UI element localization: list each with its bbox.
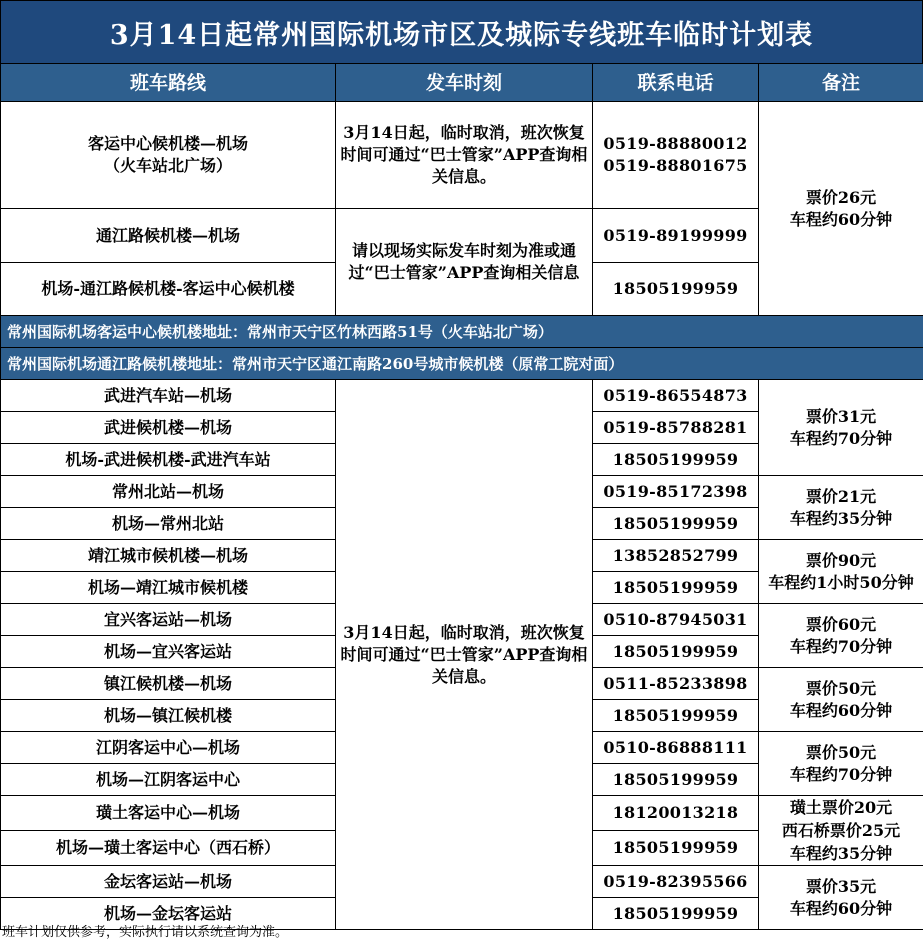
schedule-table — [0, 63, 923, 930]
route-cell: 金坛客运站—机场 — [1, 866, 336, 898]
phone-cell: 0519-82395566 — [593, 866, 759, 898]
route-cell: 武进汽车站—机场 — [1, 380, 336, 412]
route-cell: 机场-武进候机楼-武进汽车站 — [1, 444, 336, 476]
phone-cell: 18505199959 — [593, 572, 759, 604]
route-cell: 机场—靖江城市候机楼 — [1, 572, 336, 604]
table-row — [1, 380, 923, 412]
table-row — [1, 102, 923, 209]
header-row — [1, 64, 923, 102]
phone-cell: 0519-89199999 — [593, 209, 759, 263]
route-cell: 武进候机楼—机场 — [1, 412, 336, 444]
phone-cell: 13852852799 — [593, 540, 759, 572]
note-cell: 票价50元 车程约60分钟 — [759, 668, 923, 732]
note-cell: 票价60元 车程约70分钟 — [759, 604, 923, 668]
address-text: 常州国际机场通江路候机楼地址：常州市天宁区通江南路260号城市候机楼（原常工院对面） — [1, 348, 923, 380]
phone-cell: 18505199959 — [593, 700, 759, 732]
address-row — [1, 316, 923, 348]
phone-cell: 0510-87945031 — [593, 604, 759, 636]
address-text: 常州国际机场客运中心候机楼地址：常州市天宁区竹林西路51号（火车站北广场） — [1, 316, 923, 348]
phone-cell: 0519-85172398 — [593, 476, 759, 508]
route-cell: 机场—镇江候机楼 — [1, 700, 336, 732]
phone-cell: 18505199959 — [593, 508, 759, 540]
note-cell: 票价26元 车程约60分钟 — [759, 102, 923, 316]
route-cell: 客运中心候机楼—机场 （火车站北广场） — [1, 102, 336, 209]
route-cell: 靖江城市候机楼—机场 — [1, 540, 336, 572]
route-cell: 机场—江阴客运中心 — [1, 764, 336, 796]
phone-cell: 18505199959 — [593, 898, 759, 930]
route-cell: 璜土客运中心—机场 — [1, 796, 336, 831]
header-phone: 联系电话 — [593, 64, 759, 102]
route-cell: 江阴客运中心—机场 — [1, 732, 336, 764]
phone-cell: 18505199959 — [593, 444, 759, 476]
note-cell: 票价21元 车程约35分钟 — [759, 476, 923, 540]
route-cell: 机场-通江路候机楼-客运中心候机楼 — [1, 263, 336, 316]
route-cell: 宜兴客运站—机场 — [1, 604, 336, 636]
phone-cell: 18120013218 — [593, 796, 759, 831]
note-cell: 璜土票价20元 西石桥票价25元 车程约35分钟 — [759, 796, 923, 866]
route-cell: 机场—常州北站 — [1, 508, 336, 540]
phone-cell: 18505199959 — [593, 831, 759, 866]
phone-cell: 0519-86554873 — [593, 380, 759, 412]
route-cell: 镇江候机楼—机场 — [1, 668, 336, 700]
route-cell: 机场—金坛客运站 — [1, 898, 336, 930]
phone-cell: 0510-86888111 — [593, 732, 759, 764]
header-note: 备注 — [759, 64, 923, 102]
note-cell: 票价35元 车程约60分钟 — [759, 866, 923, 930]
phone-cell: 0511-85233898 — [593, 668, 759, 700]
phone-cell: 0519-85788281 — [593, 412, 759, 444]
time-cell: 3月14日起，临时取消，班次恢复时间可通过“巴士管家”APP查询相关信息。 — [336, 380, 593, 930]
header-route: 班车路线 — [1, 64, 336, 102]
route-cell: 常州北站—机场 — [1, 476, 336, 508]
time-cell: 3月14日起，临时取消，班次恢复时间可通过“巴士管家”APP查询相关信息。 — [336, 102, 593, 209]
address-row — [1, 348, 923, 380]
note-cell: 票价50元 车程约70分钟 — [759, 732, 923, 796]
phone-cell: 18505199959 — [593, 636, 759, 668]
phone-cell: 18505199959 — [593, 764, 759, 796]
phone-cell: 18505199959 — [593, 263, 759, 316]
note-cell: 票价31元 车程约70分钟 — [759, 380, 923, 476]
note-cell: 票价90元 车程约1小时50分钟 — [759, 540, 923, 604]
page-title: 3月14日起常州国际机场市区及城际专线班车临时计划表 — [0, 0, 923, 64]
time-cell: 请以现场实际发车时刻为准或通过“巴士管家”APP查询相关信息 — [336, 209, 593, 316]
header-time: 发车时刻 — [336, 64, 593, 102]
footnote: 班车计划仅供参考，实际执行请以系统查询为准。 — [2, 925, 289, 940]
route-cell: 机场—璜土客运中心（西石桥） — [1, 831, 336, 866]
route-cell: 通江路候机楼—机场 — [1, 209, 336, 263]
route-cell: 机场—宜兴客运站 — [1, 636, 336, 668]
phone-cell: 0519-88880012 0519-88801675 — [593, 102, 759, 209]
